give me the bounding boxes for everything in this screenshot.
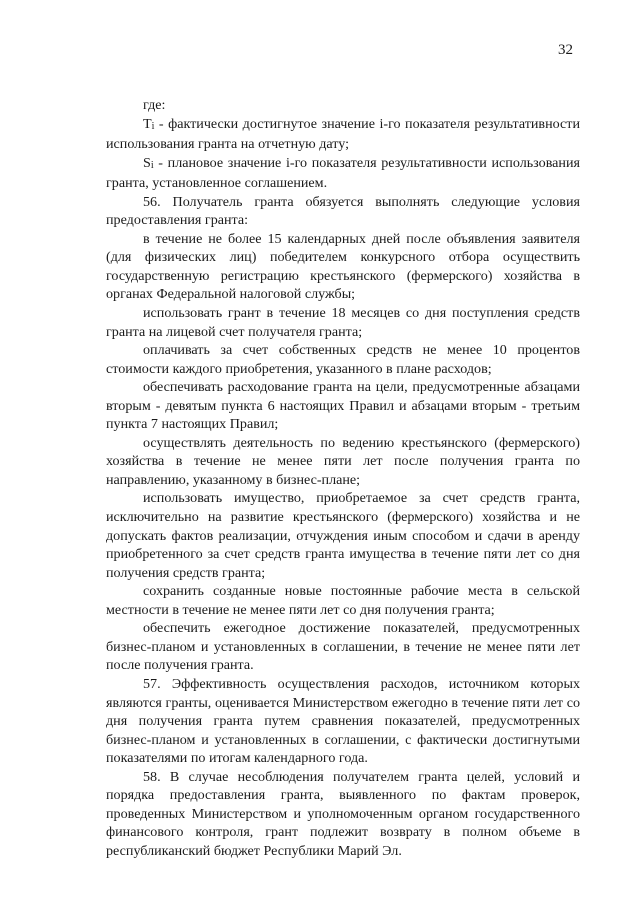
subscript-i: i xyxy=(151,120,155,132)
paragraph-condition-registration: в течение не более 15 календарных дней после объявления заявителя (для физических лиц) победителем конкурсного отбора осуществить государственную регистрацию крестьянского (фермерского) хозяйства в органах Федеральной налоговой службы; xyxy=(106,230,580,303)
paragraph-condition-activity: осуществлять деятельность по ведению крестьянского (фермерского) хозяйства в течение не менее пяти лет после получения гранта по направлению, указанному в бизнес-плане; xyxy=(106,434,580,488)
paragraph-condition-18-months: использовать грант в течение 18 месяцев со дня поступления средств гранта на лицевой счет получателя гранта; xyxy=(106,305,580,340)
paragraph-where: где: xyxy=(143,97,166,113)
symbol-t: T xyxy=(143,115,152,132)
paragraph-condition-purposes: обеспечивать расходование гранта на цели, предусмотренные абзацами вторым - девятым пункта 6 настоящих Правил и абзацами вторым - третьим пункта 7 настоящих Правил; xyxy=(106,379,580,433)
paragraph-ti-definition xyxy=(106,115,580,154)
paragraph-56: 56. Получатель гранта обязуется выполнять следующие условия предоставления гранта: xyxy=(106,193,580,229)
paragraph-condition-10-percent: оплачивать за счет собственных средств не менее 10 процентов стоимости каждого приобретения, указанного в плане расходов; xyxy=(106,342,580,377)
paragraph-si-definition xyxy=(106,154,580,193)
subscript-i: i xyxy=(150,159,154,171)
paragraph-condition-indicators: обеспечить ежегодное достижение показателей, предусмотренных бизнес-планом и установленных в соглашении, в течение не менее пяти лет после получения гранта. xyxy=(106,620,580,674)
paragraph-58: 58. В случае несоблюдения получателем гранта целей, условий и порядка предоставления гранта, выявленного по фактам проверок, проведенных Министерством и уполномоченным органом государственного финансового контроля, грант подлежит возврату в полном объеме в республиканский бюджет Республики Марий Эл. xyxy=(106,768,580,859)
page-number: 32 xyxy=(558,42,573,58)
document-body xyxy=(106,96,580,860)
paragraph-57: 57. Эффективность осуществления расходов, источником которых являются гранты, оценивается Министерством ежегодно в течение пяти лет со дня получения гранта путем сравнения показателей, предусмотренных бизнес-планом и установленных в соглашении, с фактически достигнутыми показателями по итогам календарного года. xyxy=(106,675,580,767)
paragraph-condition-property: использовать имущество, приобретаемое за счет средств гранта, исключительно на развитие крестьянского (фермерского) хозяйства и не допускать фактов реализации, отчуждения иным способом и сдачи в аренду приобретенного за счет средств гранта имущества в течение пяти лет со дня получения средств гранта; xyxy=(106,490,580,581)
symbol-s: S xyxy=(143,154,151,171)
si-definition-text: - плановое значение i-го показателя результативности использования гранта, установленное соглашением. xyxy=(106,154,580,192)
ti-definition-text: - фактически достигнутое значение i-го показателя результативности использования гранта на отчетную дату; xyxy=(106,115,580,153)
paragraph-condition-jobs: сохранить созданные новые постоянные рабочие места в сельской местности в течение не менее пяти лет со дня получения гранта; xyxy=(106,583,580,618)
